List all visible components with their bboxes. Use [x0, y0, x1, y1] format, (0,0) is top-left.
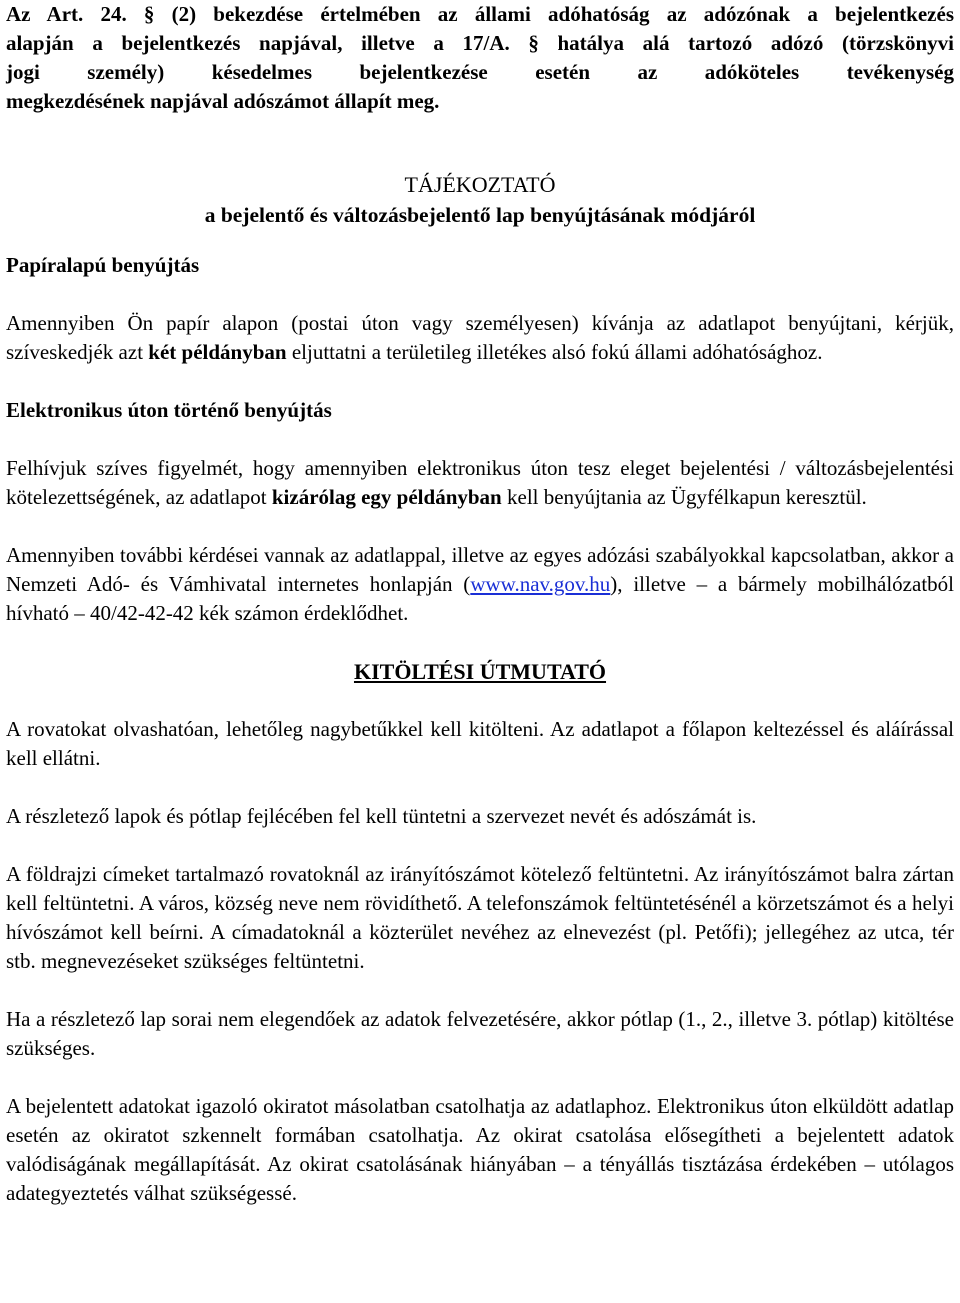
intro-line: megkezdésének napjával adószámot állapít meg.	[6, 89, 440, 113]
electronic-text-after: kell benyújtania az Ügyfélkapun keresztül.	[501, 485, 867, 509]
document-title: TÁJÉKOZTATÓ	[404, 172, 556, 197]
nav-website-link[interactable]: www.nav.gov.hu	[470, 572, 611, 596]
electronic-submission-heading: Elektronikus úton történő benyújtás	[6, 398, 332, 422]
paper-submission-heading: Papíralapú benyújtás	[6, 253, 200, 277]
guide-paragraph: A részletező lapok és pótlap fejlécében fel kell tüntetni a szervezet nevét és adószámát is.	[6, 804, 757, 828]
contact-paragraph	[6, 541, 954, 628]
guide-paragraph: A rovatokat olvashatóan, lehetőleg nagybetűkkel kell kitölteni. Az adatlapot a főlapon keltezéssel és aláírással kell ellátni.	[6, 717, 954, 770]
paper-text-before: Amennyiben Ön papír alapon (postai úton vagy személyesen) kívánja az adatlapot benyújtani, kérjük, szíveskedjék azt	[6, 311, 954, 364]
intro-line: Az Art. 24. § (2) bekezdése értelmében az állami adóhatóság az adózónak a bejelentkezés	[6, 2, 954, 26]
guide-paragraph: A földrajzi címeket tartalmazó rovatoknál az irányítószámot kötelező feltüntetni. Az irányítószámot balra zártan kell feltüntetni. A város, község neve nem rövidíthető. A telefonszámok feltüntetésénél a körzetszámot és a helyi hívószámot kell beírni. A címadatoknál a közterület nevéhez az elnevezést (pl. Petőfi); jellegéhez az utca, tér stb. megnevezéseket szükséges feltüntetni.	[6, 862, 954, 973]
intro-paragraph	[6, 0, 954, 116]
contact-text-after: ), illetve – a bármely mobilhálózatból hívható – 40/42-42-42 kék számon érdeklődhet.	[6, 572, 954, 625]
electronic-text-before: Felhívjuk szíves figyelmét, hogy amennyiben elektronikus úton tesz eleget bejelentési / változásbejelentési kötelezettségének, az adatlapot	[6, 456, 954, 509]
paper-text-bold: két példányban	[148, 340, 287, 364]
electronic-submission-text	[6, 454, 954, 512]
electronic-text-bold: kizárólag egy példányban	[271, 485, 502, 509]
document-subtitle: a bejelentő és változásbejelentő lap benyújtásának módjáról	[204, 203, 756, 227]
guide-heading: KITÖLTÉSI ÚTMUTATÓ	[353, 659, 607, 684]
contact-text-before: Amennyiben további kérdései vannak az adatlappal, illetve az egyes adózási szabályokkal kapcsolatban, akkor a Nemzeti Adó- és Vámhivatal internetes honlapján (	[6, 543, 954, 596]
intro-line: jogi személy) késedelmes bejelentkezése esetén az adóköteles tevékenység	[6, 60, 954, 84]
paper-submission-text	[6, 309, 954, 367]
intro-line: alapján a bejelentkezés napjával, illetve a 17/A. § hatálya alá tartozó adózó (törzskönyvi	[6, 31, 954, 55]
guide-paragraph: A bejelentett adatokat igazoló okiratot másolatban csatolhatja az adatlaphoz. Elektronikus úton elküldött adatlap esetén az okiratot szkennelt formában csatolhatja. Az okirat csatolása elősegítheti a bejelentett adatok valódiságának megállapítását. Az okirat csatolásának hiányában – a tényállás tisztázása érdekében – utólagos adategyeztetés válhat szükségessé.	[6, 1094, 954, 1205]
guide-paragraph: Ha a részletező lap sorai nem elegendőek az adatok felvezetésére, akkor pótlap (1., 2., illetve 3. pótlap) kitöltése szükséges.	[6, 1007, 954, 1060]
paper-text-after: eljuttatni a területileg illetékes alsó fokú állami adóhatósághoz.	[286, 340, 823, 364]
title-block	[6, 170, 954, 230]
